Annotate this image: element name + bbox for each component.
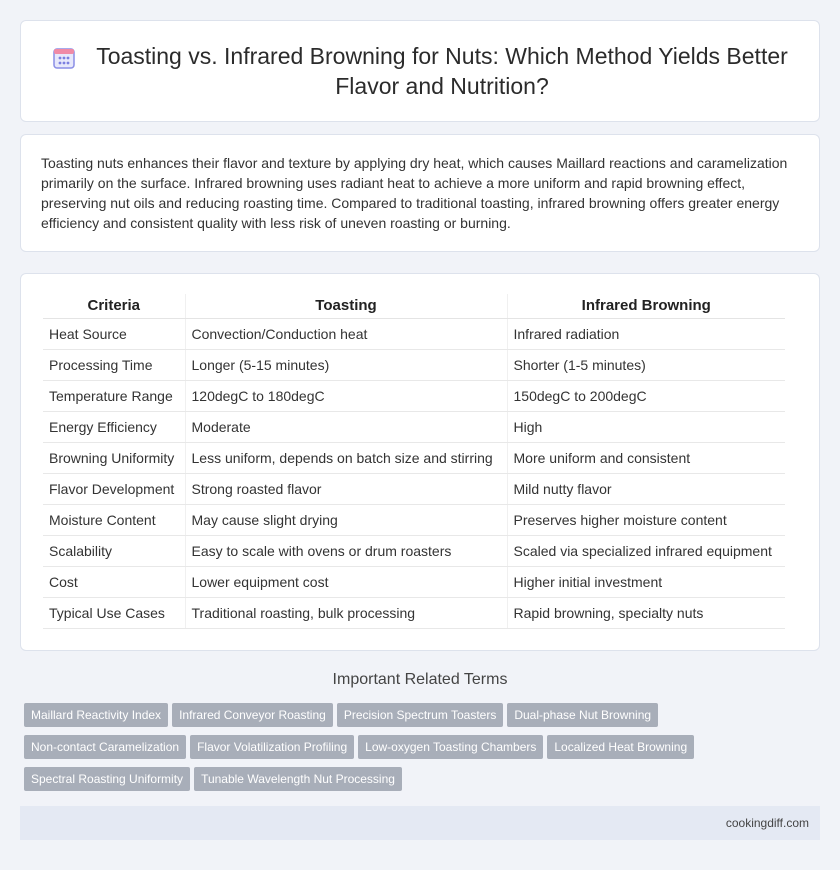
table-cell: Infrared radiation bbox=[507, 318, 785, 349]
table-cell: 150degC to 200degC bbox=[507, 380, 785, 411]
table-cell: Moderate bbox=[185, 411, 507, 442]
table-cell: High bbox=[507, 411, 785, 442]
comparison-table-card bbox=[20, 273, 820, 651]
table-row bbox=[43, 473, 785, 504]
table-cell: Heat Source bbox=[43, 318, 185, 349]
table-row bbox=[43, 380, 785, 411]
table-row bbox=[43, 318, 785, 349]
table-cell: Moisture Content bbox=[43, 504, 185, 535]
table-cell: Mild nutty flavor bbox=[507, 473, 785, 504]
table-cell: May cause slight drying bbox=[185, 504, 507, 535]
related-term-tag[interactable]: Low-oxygen Toasting Chambers bbox=[358, 735, 543, 759]
table-cell: Scaled via specialized infrared equipment bbox=[507, 535, 785, 566]
related-term-tag[interactable]: Precision Spectrum Toasters bbox=[337, 703, 504, 727]
table-row bbox=[43, 349, 785, 380]
table-row bbox=[43, 566, 785, 597]
table-row bbox=[43, 535, 785, 566]
table-cell: Strong roasted flavor bbox=[185, 473, 507, 504]
page-title: Toasting vs. Infrared Browning for Nuts: Which Method Yields Better Flavor and Nutrition? bbox=[96, 43, 788, 99]
table-cell: Easy to scale with ovens or drum roasters bbox=[185, 535, 507, 566]
intro-text: Toasting nuts enhances their flavor and texture by applying dry heat, which causes Maillard reactions and caramelization primarily on the surface. Infrared browning uses radiant heat to achieve a more uniform and rapid browning effect, preserving nut oils and reducing roasting time. Compared to traditional toasting, infrared browning offers greater energy efficiency and consistent quality with less risk of uneven roasting or burning. bbox=[41, 155, 788, 231]
table-cell: Cost bbox=[43, 566, 185, 597]
related-term-tag[interactable]: Flavor Volatilization Profiling bbox=[190, 735, 354, 759]
related-terms-list bbox=[24, 703, 824, 799]
table-row bbox=[43, 504, 785, 535]
related-term-tag[interactable]: Dual-phase Nut Browning bbox=[507, 703, 658, 727]
related-term-tag[interactable]: Spectral Roasting Uniformity bbox=[24, 767, 190, 791]
related-term-tag[interactable]: Maillard Reactivity Index bbox=[24, 703, 168, 727]
table-cell: Preserves higher moisture content bbox=[507, 504, 785, 535]
table-cell: Flavor Development bbox=[43, 473, 185, 504]
table-cell: Temperature Range bbox=[43, 380, 185, 411]
title-card bbox=[20, 20, 820, 122]
table-cell: Less uniform, depends on batch size and stirring bbox=[185, 442, 507, 473]
table-cell: Traditional roasting, bulk processing bbox=[185, 597, 507, 628]
table-cell: Energy Efficiency bbox=[43, 411, 185, 442]
table-cell: Typical Use Cases bbox=[43, 597, 185, 628]
calendar-grid-icon bbox=[51, 45, 77, 71]
related-term-tag[interactable]: Localized Heat Browning bbox=[547, 735, 694, 759]
table-cell: Processing Time bbox=[43, 349, 185, 380]
table-cell: 120degC to 180degC bbox=[185, 380, 507, 411]
column-header-toasting: Toasting bbox=[185, 294, 507, 318]
table-cell: Higher initial investment bbox=[507, 566, 785, 597]
related-term-tag[interactable]: Infrared Conveyor Roasting bbox=[172, 703, 333, 727]
table-row bbox=[43, 442, 785, 473]
table-cell: Scalability bbox=[43, 535, 185, 566]
table-cell: Lower equipment cost bbox=[185, 566, 507, 597]
footer bbox=[20, 806, 820, 840]
related-term-tag[interactable]: Tunable Wavelength Nut Processing bbox=[194, 767, 402, 791]
table-body bbox=[43, 318, 785, 628]
column-header-criteria: Criteria bbox=[43, 294, 185, 318]
table-row bbox=[43, 411, 785, 442]
column-header-infrared: Infrared Browning bbox=[507, 294, 785, 318]
related-terms-title: Important Related Terms bbox=[332, 671, 508, 688]
intro-card bbox=[20, 134, 820, 252]
table-cell: Rapid browning, specialty nuts bbox=[507, 597, 785, 628]
table-header-row bbox=[43, 294, 785, 318]
comparison-table bbox=[43, 294, 785, 629]
table-cell: More uniform and consistent bbox=[507, 442, 785, 473]
table-cell: Shorter (1-5 minutes) bbox=[507, 349, 785, 380]
table-row bbox=[43, 597, 785, 628]
table-cell: Longer (5-15 minutes) bbox=[185, 349, 507, 380]
related-term-tag[interactable]: Non-contact Caramelization bbox=[24, 735, 186, 759]
table-cell: Convection/Conduction heat bbox=[185, 318, 507, 349]
footer-site[interactable]: cookingdiff.com bbox=[725, 816, 809, 830]
table-cell: Browning Uniformity bbox=[43, 442, 185, 473]
